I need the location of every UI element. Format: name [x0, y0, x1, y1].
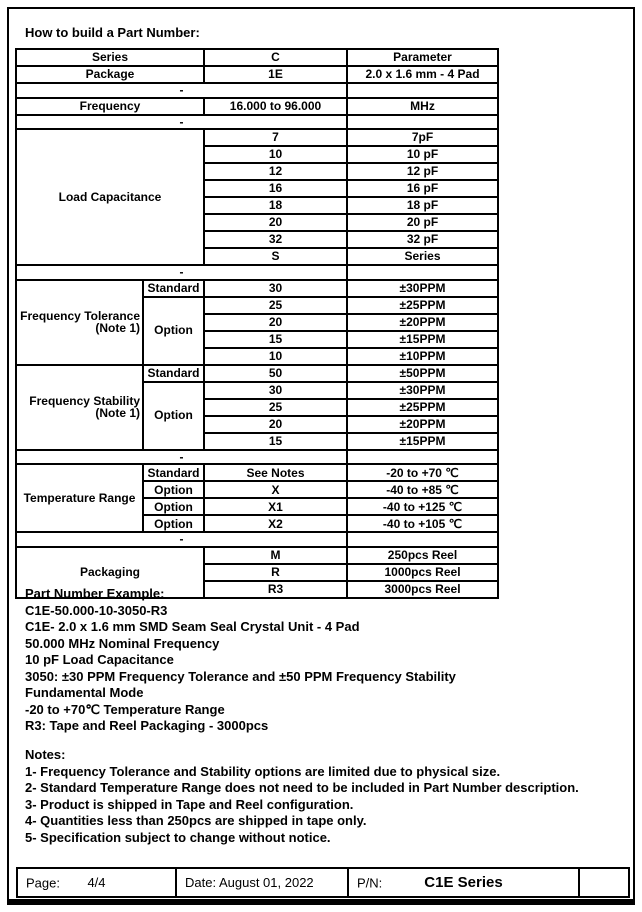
separator-empty-cell [347, 115, 498, 130]
package-code: 1E [204, 66, 347, 83]
option-type-cell: Option [143, 382, 204, 450]
frequency-tolerance-label [16, 280, 143, 365]
footer-page-value: 4/4 [87, 875, 106, 890]
note-line: 5- Specification subject to change without notice. [25, 829, 331, 845]
packaging-param: 3000pcs Reel [347, 581, 498, 598]
temperature-range-type: Option [143, 515, 204, 532]
footer-pn-value: C1E Series [424, 874, 503, 891]
temperature-range-param: -40 to +105 ℃ [347, 515, 498, 532]
temperature-range-type: Standard [143, 464, 204, 481]
frequency-tolerance-code: 15 [204, 331, 347, 348]
footer-page-cell [17, 868, 176, 897]
frequency-row [16, 98, 498, 115]
separator-row [16, 450, 498, 465]
frequency-stability-label-text: Frequency Stability [29, 393, 140, 408]
frequency-label: Frequency [16, 98, 204, 115]
standard-type-cell: Standard [143, 365, 204, 382]
packaging-code: R [204, 564, 347, 581]
separator-row [16, 532, 498, 547]
package-param: 2.0 x 1.6 mm - 4 Pad [347, 66, 498, 83]
frequency-stability-row [16, 365, 498, 382]
load-capacitance-code: 10 [204, 146, 347, 163]
frequency-tolerance-param: ±30PPM [347, 280, 498, 297]
frequency-stability-param: ±30PPM [347, 382, 498, 399]
example-line: 3050: ±30 PPM Frequency Tolerance and ±50 PPM Frequency Stability [25, 668, 456, 684]
frequency-stability-code: 50 [204, 365, 347, 382]
footer-row [17, 868, 629, 897]
separator-empty-cell [347, 83, 498, 98]
frequency-stability-param: ±20PPM [347, 416, 498, 433]
frequency-stability-code: 20 [204, 416, 347, 433]
series-code: C [204, 49, 347, 66]
footer-table [16, 867, 630, 898]
example-line: 50.000 MHz Nominal Frequency [25, 635, 220, 651]
example-line: R3: Tape and Reel Packaging - 3000pcs [25, 718, 269, 733]
temperature-range-label: Temperature Range [16, 464, 143, 532]
packaging-row [16, 547, 498, 564]
note-line: 3- Product is shipped in Tape and Reel configuration. [25, 796, 354, 812]
packaging-code: R3 [204, 581, 347, 598]
frequency-stability-code: 15 [204, 433, 347, 450]
frequency-tolerance-code: 20 [204, 314, 347, 331]
frequency-tolerance-note: (Note 1) [95, 321, 140, 336]
temperature-range-code: X [204, 481, 347, 498]
separator-empty-cell [347, 532, 498, 547]
frequency-tolerance-param: ±10PPM [347, 348, 498, 365]
load-capacitance-code: 7 [204, 129, 347, 146]
packaging-param: 1000pcs Reel [347, 564, 498, 581]
note-line: 2- Standard Temperature Range does not need to be included in Part Number description. [25, 780, 579, 795]
temperature-range-param: -40 to +125 ℃ [347, 498, 498, 515]
frequency-tolerance-param: ±15PPM [347, 331, 498, 348]
frequency-tolerance-param: ±20PPM [347, 314, 498, 331]
series-row [16, 49, 498, 66]
footer-date-cell [176, 868, 348, 897]
load-capacitance-code: S [204, 248, 347, 265]
footer-pn-label: P/N: [357, 875, 383, 890]
frequency-stability-code: 30 [204, 382, 347, 399]
frequency-tolerance-param: ±25PPM [347, 297, 498, 314]
package-row [16, 66, 498, 83]
note-line: 4- Quantities less than 250pcs are shipped in tape only. [25, 813, 367, 828]
separator-row [16, 265, 498, 280]
temperature-range-row [16, 464, 498, 481]
load-capacitance-param: 7pF [347, 129, 498, 146]
temperature-range-param: -40 to +85 ℃ [347, 481, 498, 498]
note-line: 1- Frequency Tolerance and Stability options are limited due to physical size. [25, 763, 501, 779]
notes-block [25, 747, 579, 846]
separator-dash: - [16, 265, 347, 280]
part-number-table [15, 48, 499, 599]
frequency-tolerance-code: 30 [204, 280, 347, 297]
series-param: Parameter [347, 49, 498, 66]
packaging-param: 250pcs Reel [347, 547, 498, 564]
part-number-example-block [25, 586, 456, 735]
load-capacitance-code: 16 [204, 180, 347, 197]
packaging-label: Packaging [16, 547, 204, 598]
separator-dash: - [16, 450, 347, 465]
separator-row [16, 115, 498, 130]
example-line: C1E-50.000-10-3050-R3 [25, 602, 168, 618]
separator-empty-cell [347, 265, 498, 280]
frequency-tolerance-code: 10 [204, 348, 347, 365]
frequency-stability-note: (Note 1) [95, 406, 140, 421]
load-capacitance-param: 20 pF [347, 214, 498, 231]
option-type-cell: Option [143, 297, 204, 365]
load-capacitance-code: 18 [204, 197, 347, 214]
footer-page-label: Page: [26, 875, 60, 890]
load-capacitance-param: 12 pF [347, 163, 498, 180]
package-label: Package [16, 66, 204, 83]
frequency-tolerance-code: 25 [204, 297, 347, 314]
frequency-tolerance-label-text: Frequency Tolerance [20, 308, 140, 323]
load-capacitance-code: 12 [204, 163, 347, 180]
frequency-stability-param: ±50PPM [347, 365, 498, 382]
temperature-range-type: Option [143, 498, 204, 515]
frequency-tolerance-row [16, 280, 498, 297]
load-capacitance-param: 32 pF [347, 231, 498, 248]
temperature-range-type: Option [143, 481, 204, 498]
frequency-stability-label [16, 365, 143, 450]
load-capacitance-param: 16 pF [347, 180, 498, 197]
example-line: C1E- 2.0 x 1.6 mm SMD Seam Seal Crystal Unit - 4 Pad [25, 619, 360, 634]
load-capacitance-param: 18 pF [347, 197, 498, 214]
footer-pn-cell [348, 868, 579, 897]
load-capacitance-label: Load Capacitance [16, 129, 204, 265]
separator-empty-cell [347, 450, 498, 465]
notes-heading: Notes: [25, 747, 66, 762]
separator-dash: - [16, 532, 347, 547]
load-capacitance-param: 10 pF [347, 146, 498, 163]
series-label: Series [16, 49, 204, 66]
separator-dash: - [16, 115, 347, 130]
footer-empty-cell [579, 868, 629, 897]
footer-date: Date: August 01, 2022 [185, 875, 314, 890]
temperature-range-code: X1 [204, 498, 347, 515]
load-capacitance-row [16, 129, 498, 146]
frequency-stability-code: 25 [204, 399, 347, 416]
separator-dash: - [16, 83, 347, 98]
example-line: 10 pF Load Capacitance [25, 652, 174, 667]
page-title: How to build a Part Number: [25, 25, 200, 40]
separator-row [16, 83, 498, 98]
example-heading: Part Number Example: [25, 586, 165, 601]
example-line: -20 to +70℃ Temperature Range [25, 701, 225, 717]
frequency-stability-param: ±25PPM [347, 399, 498, 416]
load-capacitance-param: Series [347, 248, 498, 265]
temperature-range-param: -20 to +70 ℃ [347, 464, 498, 481]
frequency-param: MHz [347, 98, 498, 115]
temperature-range-code: See Notes [204, 464, 347, 481]
standard-type-cell: Standard [143, 280, 204, 297]
example-line: Fundamental Mode [25, 685, 144, 700]
load-capacitance-code: 20 [204, 214, 347, 231]
temperature-range-code: X2 [204, 515, 347, 532]
frequency-code: 16.000 to 96.000 [204, 98, 347, 115]
frequency-stability-param: ±15PPM [347, 433, 498, 450]
load-capacitance-code: 32 [204, 231, 347, 248]
packaging-code: M [204, 547, 347, 564]
